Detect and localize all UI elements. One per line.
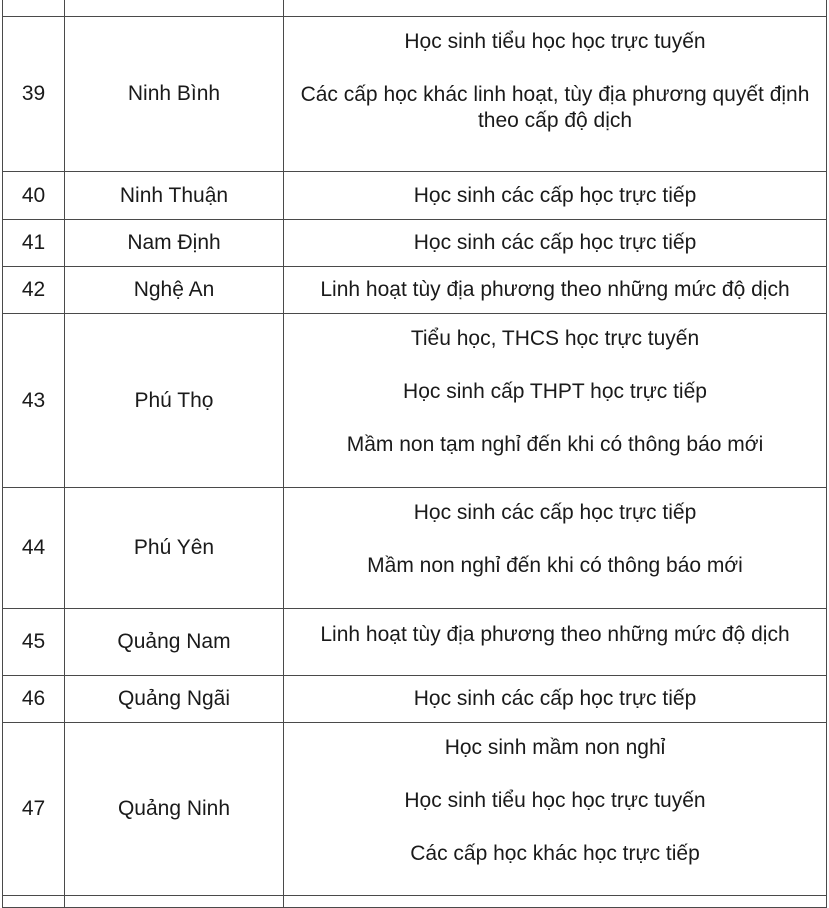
province-name: Quảng Ngãi [65,676,284,723]
province-name: Ninh Thuận [65,172,284,220]
schedule-description [284,609,827,676]
province-name: Phú Thọ [65,314,284,488]
province-name: Nghệ An [65,267,284,314]
table-row [3,314,827,488]
table-row [3,220,827,267]
row-number: 45 [3,609,65,676]
schedule-line: Học sinh tiểu học học trực tuyến [404,789,706,812]
schedule-line: Linh hoạt tùy địa phương theo những mức độ dịch [320,623,790,646]
row-number: 47 [3,723,65,896]
schedule-line: Học sinh các cấp học trực tiếp [413,231,697,254]
row-number: 43 [3,314,65,488]
row-number: 39 [3,17,65,172]
schedule-line: Học sinh các cấp học trực tiếp [413,183,697,207]
province-name: Phú Yên [65,488,284,609]
schedule-description [284,314,827,488]
schedule-line: Học sinh mầm non nghỉ [444,736,666,759]
province-name: Nam Định [65,220,284,267]
province-name: Ninh Bình [65,17,284,172]
schedule-description [284,723,827,896]
province-name: Quảng Ninh [65,723,284,896]
table-row [3,17,827,172]
table-row [3,676,827,723]
schedule-description [284,220,827,267]
row-number: 41 [3,220,65,267]
row-number: 42 [3,267,65,314]
schedule-line: Mầm non nghỉ đến khi có thông báo mới [367,554,743,577]
schedule-description [284,17,827,172]
province-schedule-table [2,0,827,908]
row-number: 44 [3,488,65,609]
table-row-bottom [3,896,827,908]
schedule-line: Các cấp học khác học trực tiếp [410,842,700,865]
schedule-line: Linh hoạt tùy địa phương theo những mức độ dịch [320,278,790,301]
schedule-line: Học sinh tiểu học học trực tuyến [404,30,706,53]
schedule-line: Các cấp học khác linh hoạt, tùy địa phương quyết định theo cấp độ dịch [300,83,810,132]
row-number: 46 [3,676,65,723]
schedule-line: Mầm non tạm nghỉ đến khi có thông báo mới [346,433,764,456]
schedule-description [284,676,827,723]
schedule-line: Học sinh các cấp học trực tiếp [413,501,697,524]
schedule-description [284,172,827,220]
table-row-top [3,0,827,17]
province-name: Quảng Nam [65,609,284,676]
schedule-line: Học sinh cấp THPT học trực tiếp [403,380,707,403]
schedule-description [284,488,827,609]
schedule-description [284,267,827,314]
table-row [3,267,827,314]
schedule-line: Học sinh các cấp học trực tiếp [413,687,697,710]
row-number: 40 [3,172,65,220]
table-body [3,0,827,908]
table-row [3,609,827,676]
schedule-line: Tiểu học, THCS học trực tuyến [410,327,700,350]
table-row [3,723,827,896]
table-row [3,172,827,220]
table-row [3,488,827,609]
